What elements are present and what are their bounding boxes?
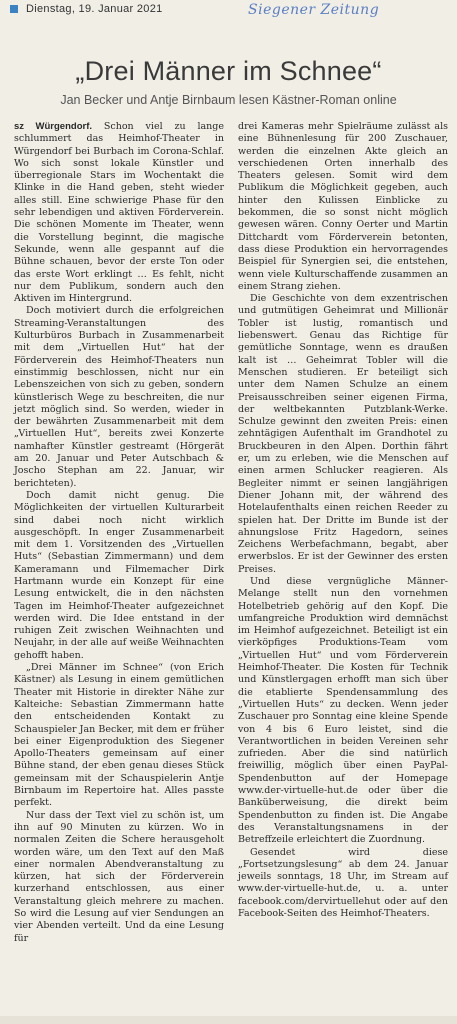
article-paragraph: „Drei Männer im Schnee“ (von Erich Kästner) als Lesung in einem gemütlichen Theater mit Historie in direkter Nähe zur Kalteiche: Sebastian Zimmermann hatte den entscheidenden Kontakt zu Schauspieler Jan Becker, mit dem er früher bei einer Eigenproduktion des Siegener Apollo-Theaters gemeinsam auf einer Bühne stand, der eben genau dieses Stück gemeinsam mit der Schauspielerin Antje Birnbaum im Repertoire hat. Alles passte perfekt.	[14, 662, 224, 809]
article-paragraph: Und diese vergnügliche Männer-Melange stellt nun den vornehmen Hotelbetrieb gehörig auf den Kopf. Die umfangreiche Produktion wird demnächst im Heimhof aufgezeichnet. Beteiligt ist ein vierköpfiges Produktions-Team vom „Virtuellen Hut“ und vom Förderverein Heimhof-Theater. Die Kosten für Technik und Künstlergagen erhofft man sich über die etablierte Spendensammlung des „Virtuellen Huts“ zu decken. Wenn jeder Zuschauer pro Sonntag eine kleine Spende von 4 bis 6 Euro leistet, sind die Verantwortlichen in beiden Vereinen sehr zufrieden. Aber die sind natürlich freiwillig, möglich über einen PayPal-Spendenbutton auf der Homepage www.der-virtuelle-hut.de oder über die Banküberweisung, die direkt beim Spendenbutton zu finden ist. Die Angabe des Veranstaltungsnamens in der Betreffzeile erleichtert die Zuordnung.	[238, 575, 448, 846]
article-paragraph: Nur dass der Text viel zu schön ist, um ihn auf 90 Minuten zu kürzen. Wo in normalen Zeiten die Schere herausgeholt worden wäre, um den Text auf den Maß einer normalen Abendveranstaltung zu kürzen, hat sich der Förderverein kurzerhand entschlossen, aus einer Veranstaltung gleich mehrere zu machen. So wird die Lesung auf vier Sendungen an vier Abenden verteilt. Und da eine Lesung für	[14, 809, 224, 944]
article-paragraph: Doch damit nicht genug. Die Möglichkeiten der virtuellen Kulturarbeit sind dabei noch nicht wirklich ausgeschöpft. In enger Zusammenarbeit mit dem 1. Vorsitzenden des „Virtuellen Huts“ (Sebastian Zimmermann) und dem Kameramann und Filmemacher Dirk Hartmann wurde ein Konzept für eine Lesung entwickelt, die in den nächsten Tagen im Heimhof-Theater aufgezeichnet werden wird. Die Idee entstand in der ruhigen Zeit zwischen Weihnachten und Neujahr, in der alle auf weiße Weihnachten gehofft haben.	[14, 489, 224, 661]
article-paragraph: Doch motiviert durch die erfolgreichen Streaming-Veranstaltungen des Kulturbüros Burbach in Zusammenarbeit mit dem „Virtuellen Hut“ hat der Förderverein des Heimhof-Theaters nun einstimmig beschlossen, nicht nur ein Lebenszeichen von sich zu geben, sondern künstlerisch Wege zu beschreiten, die nur jetzt möglich sind. So werden, wieder in der bewährten Zusammenarbeit mit dem „Virtuellen Hut“, bereits zwei Konzerte namhafter Künstler gestreamt (Hörgerät am 20. Januar und Peter Autschbach & Joscho Stephan am 22. Januar, wir berichteten).	[14, 305, 224, 489]
article-subtitle: Jan Becker und Antje Birnbaum lesen Kästner-Roman online	[60, 93, 397, 107]
article-column-left	[14, 121, 224, 945]
article-column-right	[238, 121, 448, 920]
article-paragraph: Die Geschichte von dem exzentrischen und gutmütigen Geheimrat und Millionär Tobler ist lustig, romantisch und liebenswert. Genau das Richtige für gemütliche Sonntage, wenn es draußen kalt ist … Geheimrat Tobler will die Menschen studieren. Er beteiligt sich unter dem Namen Schulze an einem Preisausschreiben seiner eigenen Firma, der weltbekannten Putzblank-Werke. Schulze gewinnt den zweiten Preis: einen zehntägigen Aufenthalt im Grandhotel zu Bruckbeuren in den Alpen. Dorthin fährt er, um zu erleben, wie die Menschen auf einen armen Schlucker reagieren. Als Begleiter nimmt er seinen langjährigen Diener Johann mit, der während des Hotelaufenthalts einen reichen Reeder zu spielen hat. Der Dritte im Bunde ist der ahnungslose Fritz Hagedorn, seines Zeichens Werbefachmann, begabt, aber erwerbslos. Er ist der Gewinner des ersten Preises.	[238, 293, 448, 575]
article-paragraph: Gesendet wird diese „Fortsetzungslesung“ ab dem 24. Januar jeweils sonntags, 18 Uhr, im Stream auf www.der-virtuelle-hut.de, u. a. unter facebook.com/dervirtuellehut oder auf den Facebook-Seiten des Heimhof-Theaters.	[238, 846, 448, 919]
dateline: sz Würgendorf.	[14, 121, 92, 132]
article-paragraph: sz Würgendorf. Schon viel zu lange schlummert das Heimhof-Theater in Würgendorf bei Burbach im Corona-Schlaf. Wo sich sonst lokale Künstler und überregionale Stars im Wochentakt die Klinke in die Hand geben, steht wieder alles still. Eine schwierige Phase für den sehr lebendigen und aktiven Förderverein. Die schönen Momente im Theater, wenn die Vorstellung beginnt, die magische Sekunde, wenn alle gespannt auf die Bühne schauen, bevor der erste Ton oder das erste Wort erklingt … Es fehlt, nicht nur dem Publikum, sondern auch den Aktiven im Hintergrund.	[14, 121, 225, 305]
article-paragraph: drei Kameras mehr Spielräume zulässt als eine Bühnenlesung für 200 Zuschauer, werden die einzelnen Akte gleich an verschiedenen Orten innerhalb des Theaters gelesen. Somit wird dem Publikum die Möglichkeit gegeben, auch hinter den Kulissen Einblicke zu bekommen, die so sonst nicht möglich gewesen wären. Conny Oerter und Martin Dittchardt vom Förderverein betonten, dass diese Produktion ein hervorragendes Beispiel für Synergien sei, die entstehen, wenn viele Kulturschaffende zusammen an einem Strang ziehen.	[238, 121, 448, 292]
issue-date: Dienstag, 19. Januar 2021	[26, 3, 163, 15]
page-header	[8, 3, 449, 19]
newspaper-name: Siegener Zeitung	[248, 2, 380, 18]
section-marker	[10, 5, 18, 13]
article-title: „Drei Männer im Schnee“	[75, 56, 382, 86]
page-bottom-edge	[0, 1016, 457, 1024]
